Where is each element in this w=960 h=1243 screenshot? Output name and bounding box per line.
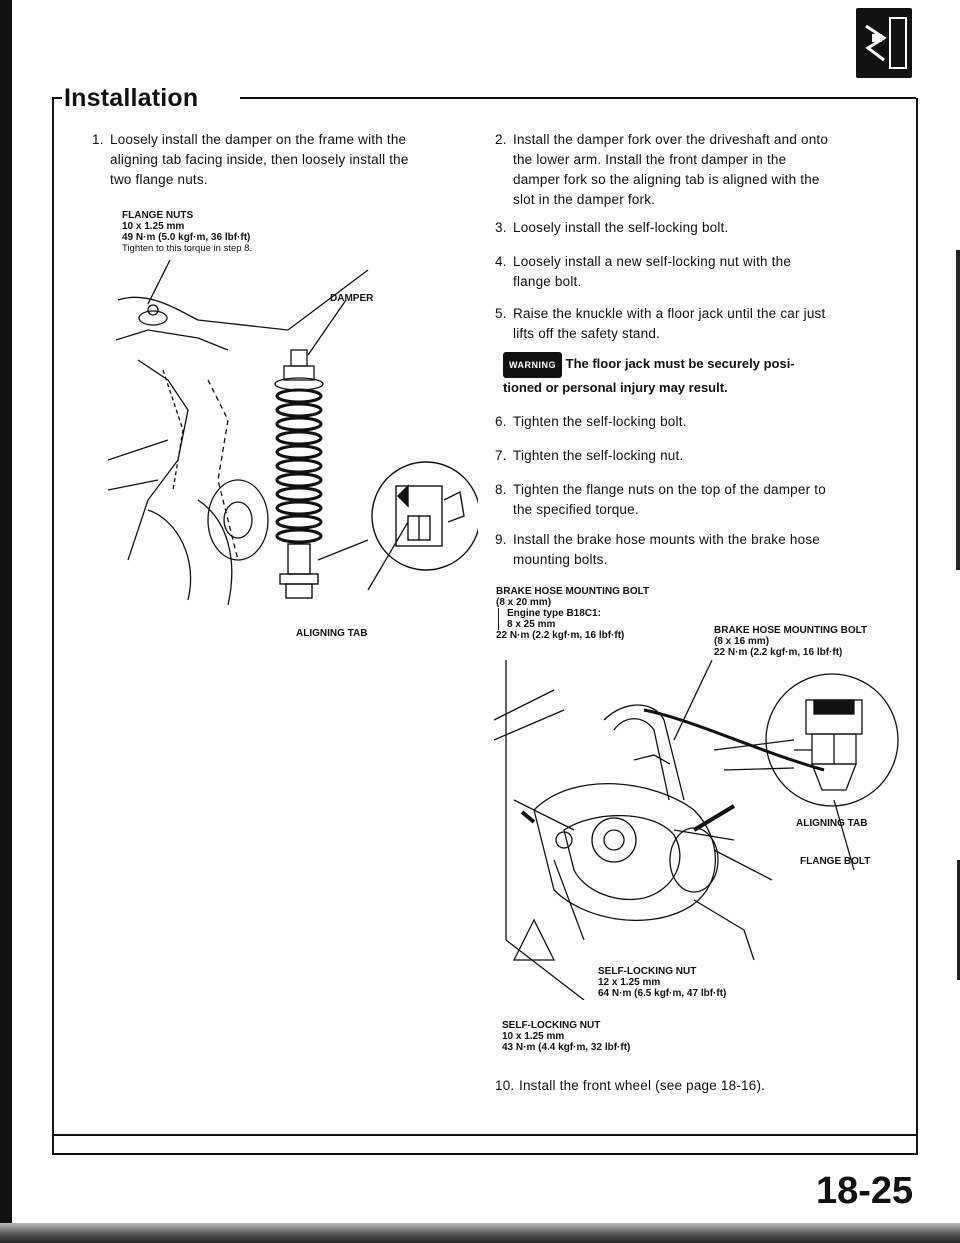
- step-number: 10.: [495, 1078, 515, 1093]
- step-number: 5.: [495, 306, 507, 321]
- step-line: flange bolt.: [513, 274, 582, 289]
- callout-torque: 64 N·m (6.5 kgf·m, 47 lbf·ft): [598, 988, 727, 999]
- page-number: 18-25: [816, 1170, 914, 1212]
- damper-label: DAMPER: [330, 293, 374, 304]
- engine-variant-note: [498, 608, 649, 630]
- scan-bottom-edge: [0, 1223, 960, 1243]
- step-number: 1.: [92, 132, 104, 147]
- step-line: Loosely install the self-locking bolt.: [513, 220, 729, 235]
- flange-nuts-callout: [122, 210, 252, 254]
- step-number: 9.: [495, 532, 507, 547]
- step-line: Loosely install a new self-locking nut with the: [513, 254, 792, 269]
- engine-type: Engine type B18C1:: [507, 608, 601, 619]
- callout-size: 12 x 1.25 mm: [598, 977, 661, 988]
- step-number: 3.: [495, 220, 507, 235]
- step-number: 2.: [495, 132, 507, 147]
- callout-torque: 22 N·m (2.2 kgf·m, 16 lbf·ft): [496, 630, 625, 641]
- step-line: the lower arm. Install the front damper in the: [513, 152, 787, 167]
- step-line: Raise the knuckle with a floor jack until the car just: [513, 306, 826, 321]
- warning-text-line: tioned or personal injury may result.: [503, 380, 728, 395]
- step-line: Tighten the self-locking nut.: [513, 448, 684, 463]
- engine-size: 8 x 25 mm: [507, 619, 556, 630]
- frame-bottom-rule: [52, 1134, 916, 1136]
- callout-size: (8 x 16 mm): [714, 636, 770, 647]
- knuckle-illustration: [494, 660, 914, 1000]
- callout-torque: 49 N·m (5.0 kgf·m, 36 lbf·ft): [122, 232, 251, 243]
- callout-size: 10 x 1.25 mm: [122, 221, 185, 232]
- scan-edge-mark: [956, 250, 960, 570]
- callout-title: FLANGE NUTS: [122, 210, 194, 221]
- warning-badge: WARNING: [503, 352, 562, 378]
- scan-edge-bar: [0, 0, 12, 1243]
- step-line: Install the front wheel (see page 18-16).: [519, 1078, 766, 1093]
- step-number: 8.: [495, 482, 507, 497]
- warning-block: [503, 352, 903, 398]
- callout-size: 10 x 1.25 mm: [502, 1031, 565, 1042]
- brake-hose-bolt-callout-1: [496, 586, 649, 641]
- callout-size: (8 x 20 mm): [496, 597, 552, 608]
- step-line: mounting bolts.: [513, 552, 608, 567]
- step-line: Install the damper fork over the driveshaft and onto: [513, 132, 829, 147]
- aligning-tab-label-2: ALIGNING TAB: [796, 818, 868, 829]
- step-line: Install the brake hose mounts with the brake hose: [513, 532, 820, 547]
- damper-illustration: [108, 260, 478, 620]
- step-number: 6.: [495, 414, 507, 429]
- callout-note: Tighten to this torque in step 8.: [122, 243, 253, 254]
- aligning-tab-label: ALIGNING TAB: [296, 628, 368, 639]
- suspension-section-icon: [856, 8, 912, 78]
- callout-title: SELF-LOCKING NUT: [598, 966, 697, 977]
- step-line: lifts off the safety stand.: [513, 326, 660, 341]
- step-line: the specified torque.: [513, 502, 639, 517]
- step-number: 4.: [495, 254, 507, 269]
- warning-text-line: The floor jack must be securely posi-: [565, 356, 795, 371]
- step-line: aligning tab facing inside, then loosely install the: [110, 152, 409, 167]
- step-line: Tighten the self-locking bolt.: [513, 414, 687, 429]
- callout-torque: 43 N·m (4.4 kgf·m, 32 lbf·ft): [502, 1042, 631, 1053]
- step-number: 7.: [495, 448, 507, 463]
- step-line: slot in the damper fork.: [513, 192, 656, 207]
- callout-title: BRAKE HOSE MOUNTING BOLT: [714, 625, 868, 636]
- step-line: Loosely install the damper on the frame with the: [110, 132, 407, 147]
- self-locking-nut-callout-1: [598, 966, 726, 999]
- section-title: Installation: [64, 84, 199, 112]
- brake-hose-bolt-callout-2: [714, 625, 867, 658]
- self-locking-nut-callout-2: [502, 1020, 630, 1053]
- step-line: two flange nuts.: [110, 172, 208, 187]
- callout-torque: 22 N·m (2.2 kgf·m, 16 lbf·ft): [714, 647, 843, 658]
- callout-title: BRAKE HOSE MOUNTING BOLT: [496, 586, 650, 597]
- step-line: damper fork so the aligning tab is aligned with the: [513, 172, 820, 187]
- callout-title: SELF-LOCKING NUT: [502, 1020, 601, 1031]
- step-line: Tighten the flange nuts on the top of the damper to: [513, 482, 826, 497]
- flange-bolt-label: FLANGE BOLT: [800, 856, 871, 867]
